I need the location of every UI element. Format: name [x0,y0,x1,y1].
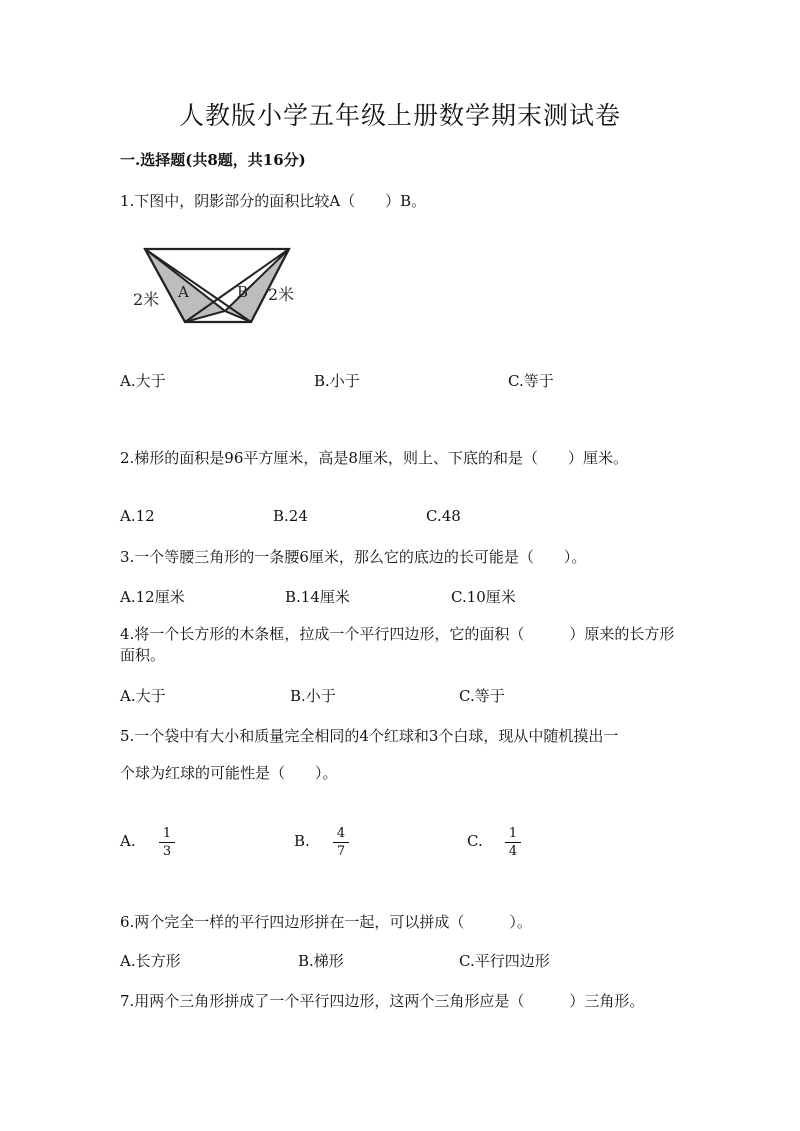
question-5-option-a-letter[interactable]: A. [120,832,136,850]
question-6-option-a[interactable]: A.长方形 [120,952,181,970]
question-5-option-c-fraction[interactable] [505,826,521,859]
fraction-bar [333,842,349,843]
question-5-stem-line-1: 5.一个袋中有大小和质量完全相同的4个红球和3个白球，现从中随机摸出一 [120,727,619,745]
question-2-option-a[interactable]: A.12 [120,507,155,525]
fraction-denominator: 4 [508,844,518,859]
question-4-option-a[interactable]: A.大于 [120,687,166,705]
question-2-option-b[interactable]: B.24 [273,507,308,525]
page-title: 人教版小学五年级上册数学期末测试卷 [178,101,621,130]
question-6-option-c[interactable]: C.平行四边形 [459,952,550,970]
question-1-trapezoid-figure [125,238,325,330]
question-1-option-c[interactable]: C.等于 [508,372,554,390]
question-1-stem: 1.下图中，阴影部分的面积比较A（ ）B。 [120,192,427,210]
question-1-option-b[interactable]: B.小于 [314,372,360,390]
label-b: B [237,283,249,301]
section-heading: 一.选择题(共8题，共16分) [120,151,306,169]
question-1-option-a[interactable]: A.大于 [120,372,166,390]
question-3-stem: 3.一个等腰三角形的一条腰6厘米，那么它的底边的长可能是（ ）。 [120,548,587,566]
question-2-stem: 2.梯形的面积是96平方厘米，高是8厘米，则上、下底的和是（ ）厘米。 [120,449,628,467]
question-3-option-c[interactable]: C.10厘米 [451,588,516,606]
label-left-side: 2米 [133,290,160,309]
question-5-stem-line-2: 个球为红球的可能性是（ ）。 [120,764,338,782]
fraction-bar [505,842,521,843]
question-5-option-b-fraction[interactable] [333,826,349,859]
question-2-option-c[interactable]: C.48 [426,507,461,525]
question-7-stem: 7.用两个三角形拼成了一个平行四边形，这两个三角形应是（ ）三角形。 [120,992,645,1010]
fraction-numerator: 1 [508,826,518,841]
question-5-option-c-letter[interactable]: C. [467,832,483,850]
question-4-option-b[interactable]: B.小于 [290,687,336,705]
question-5-option-a-fraction[interactable] [159,826,175,859]
question-5-option-b-letter[interactable]: B. [294,832,310,850]
fraction-denominator: 3 [162,844,172,859]
fraction-denominator: 7 [336,844,346,859]
fraction-numerator: 4 [336,826,346,841]
question-3-option-b[interactable]: B.14厘米 [285,588,350,606]
question-6-stem: 6.两个完全一样的平行四边形拼在一起，可以拼成（ ）。 [120,913,532,931]
label-a: A [178,283,189,301]
question-3-option-a[interactable]: A.12厘米 [120,588,185,606]
label-right-side: 2米 [268,285,295,304]
question-4-option-c[interactable]: C.等于 [459,687,505,705]
fraction-numerator: 1 [162,826,172,841]
question-4-stem: 4.将一个长方形的木条框，拉成一个平行四边形，它的面积（ ）原来的长方形面积。 [120,625,675,664]
fraction-bar [159,842,175,843]
question-6-option-b[interactable]: B.梯形 [298,952,344,970]
